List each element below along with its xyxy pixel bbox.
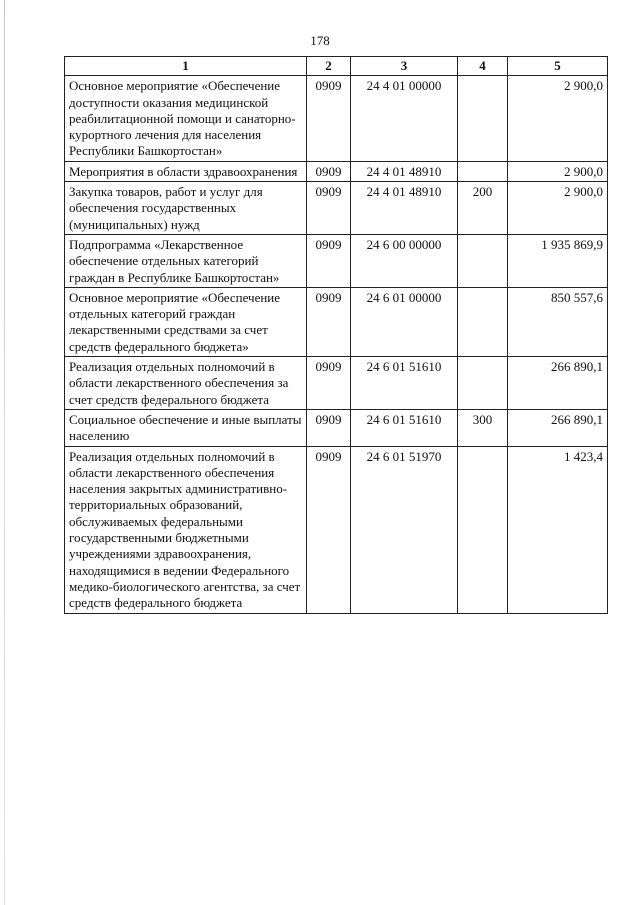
row-section-cell: 0909 [307, 446, 351, 613]
row-amount-cell: 1 935 869,9 [508, 234, 608, 287]
row-type-cell: 300 [458, 409, 508, 446]
row-name-cell: Подпрограмма «Лекарственное обеспечение отдельных категорий граждан в Республике Башкортостан» [65, 234, 307, 287]
row-code-cell: 24 6 01 51610 [351, 409, 458, 446]
table-row [65, 446, 608, 613]
row-type-cell [458, 234, 508, 287]
row-name-cell: Мероприятия в области здравоохранения [65, 161, 307, 181]
row-code-cell: 24 6 01 00000 [351, 287, 458, 356]
header-col-5: 5 [508, 57, 608, 76]
header-row [65, 57, 608, 76]
row-type-cell [458, 76, 508, 161]
table-row [65, 76, 608, 161]
row-amount-cell: 2 900,0 [508, 182, 608, 235]
row-section-cell: 0909 [307, 234, 351, 287]
row-section-cell: 0909 [307, 409, 351, 446]
row-section-cell: 0909 [307, 357, 351, 410]
row-code-cell: 24 4 01 48910 [351, 182, 458, 235]
row-name-cell: Закупка товаров, работ и услуг для обеспечения государственных (муниципальных) нужд [65, 182, 307, 235]
header-col-3: 3 [351, 57, 458, 76]
page-edge-shadow [4, 0, 5, 905]
row-type-cell [458, 446, 508, 613]
row-amount-cell: 850 557,6 [508, 287, 608, 356]
row-type-cell [458, 287, 508, 356]
row-name-cell: Социальное обеспечение и иные выплаты населению [65, 409, 307, 446]
row-name-cell: Реализация отдельных полномочий в области лекарственного обеспечения населения закрытых административно-территориальных образований, обслуживаемых федеральными государственными бюджетными учреждениями здравоохранения, находящимися в ведении Федерального медико-биологического агентства, за счет средств федерального бюджета [65, 446, 307, 613]
page-number: 178 [310, 33, 330, 48]
row-section-cell: 0909 [307, 161, 351, 181]
table-row [65, 409, 608, 446]
header-col-2: 2 [307, 57, 351, 76]
row-name-cell: Основное мероприятие «Обеспечение отдельных категорий граждан лекарственными средствами за счет средств федерального бюджета» [65, 287, 307, 356]
row-section-cell: 0909 [307, 287, 351, 356]
row-code-cell: 24 4 01 00000 [351, 76, 458, 161]
table-row [65, 287, 608, 356]
row-type-cell: 200 [458, 182, 508, 235]
row-amount-cell: 1 423,4 [508, 446, 608, 613]
row-type-cell [458, 161, 508, 181]
row-name-cell: Основное мероприятие «Обеспечение доступности оказания медицинской реабилитационной помощи и санаторно-курортного лечения для населения Республики Башкортостан» [65, 76, 307, 161]
table-row [65, 234, 608, 287]
row-amount-cell: 2 900,0 [508, 161, 608, 181]
budget-table [64, 56, 608, 614]
row-amount-cell: 2 900,0 [508, 76, 608, 161]
header-col-4: 4 [458, 57, 508, 76]
table-row [65, 161, 608, 181]
header-col-1: 1 [65, 57, 307, 76]
row-code-cell: 24 6 01 51970 [351, 446, 458, 613]
table-row [65, 357, 608, 410]
row-type-cell [458, 357, 508, 410]
row-code-cell: 24 6 01 51610 [351, 357, 458, 410]
row-section-cell: 0909 [307, 182, 351, 235]
row-code-cell: 24 4 01 48910 [351, 161, 458, 181]
row-amount-cell: 266 890,1 [508, 409, 608, 446]
row-amount-cell: 266 890,1 [508, 357, 608, 410]
row-name-cell: Реализация отдельных полномочий в области лекарственного обеспечения за счет средств федерального бюджета [65, 357, 307, 410]
table-row [65, 182, 608, 235]
row-code-cell: 24 6 00 00000 [351, 234, 458, 287]
row-section-cell: 0909 [307, 76, 351, 161]
